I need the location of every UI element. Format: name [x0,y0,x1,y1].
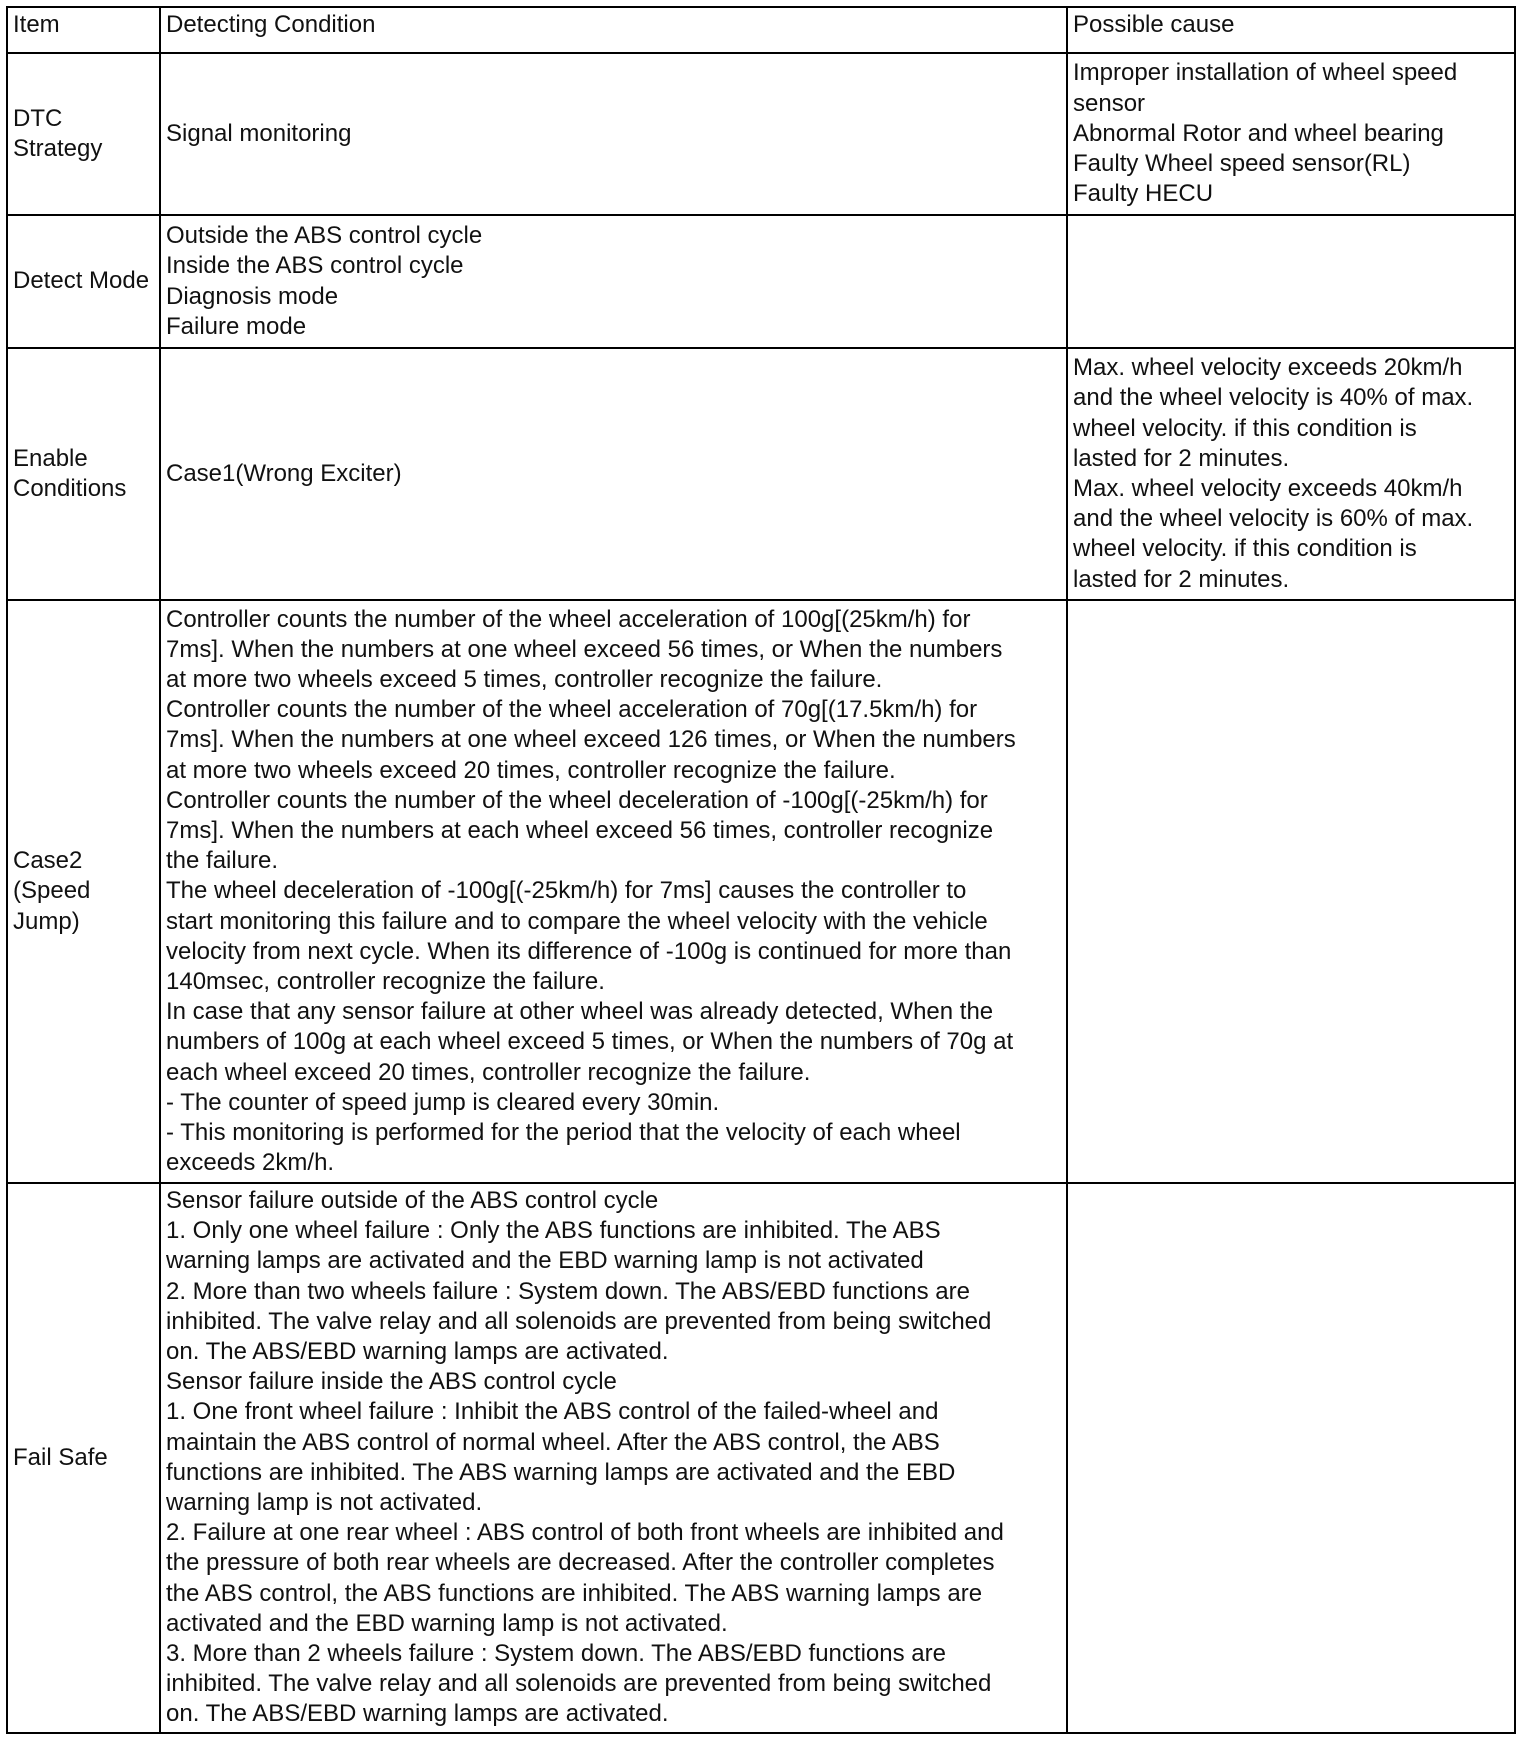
header-possible-cause: Possible cause [1067,7,1515,53]
cell-line: and the wheel velocity is 60% of max. [1073,505,1474,533]
cell-line: DTC [13,104,63,132]
row-dtc-strategy [7,53,1515,215]
cell-line: In case that any sensor failure at other wheel was already detected, When the [166,998,994,1026]
possible-cause-cell [1067,348,1515,600]
cell-line: at more two wheels exceed 20 times, controller recognize the failure. [166,756,896,784]
cell-line: Faulty Wheel speed sensor(RL) [1073,150,1411,178]
item-cell [7,1183,160,1733]
item-cell [7,53,160,215]
cell-line: warning lamps are activated and the EBD warning lamp is not activated [166,1247,924,1275]
cell-line: Signal monitoring [166,119,352,147]
cell-line: lasted for 2 minutes. [1073,444,1290,472]
cell-line: on. The ABS/EBD warning lamps are activated. [166,1338,669,1366]
detecting-condition-cell [160,215,1067,348]
cell-line: 7ms]. When the numbers at one wheel exceed 56 times, or When the numbers [166,635,1003,663]
cell-line: 7ms]. When the numbers at one wheel exceed 126 times, or When the numbers [166,726,1016,754]
cell-line: wheel velocity. if this condition is [1073,535,1417,563]
detecting-condition-cell [160,1183,1067,1733]
cell-line: 1. Only one wheel failure : Only the ABS functions are inhibited. The ABS [166,1217,941,1245]
cell-line: inhibited. The valve relay and all solenoids are prevented from being switched [166,1307,992,1335]
cell-line: functions are inhibited. The ABS warning lamps are activated and the EBD [166,1458,956,1486]
detecting-condition-cell [160,348,1067,600]
detecting-condition-cell [160,600,1067,1183]
cell-line: Case1(Wrong Exciter) [166,459,402,487]
cell-line: each wheel exceed 20 times, controller recognize the failure. [166,1058,811,1086]
cell-line: lasted for 2 minutes. [1073,565,1290,593]
cell-line: Max. wheel velocity exceeds 20km/h [1073,354,1463,382]
cell-line: Outside the ABS control cycle [166,222,483,250]
header-item: Item [7,7,160,53]
cell-line: Max. wheel velocity exceeds 40km/h [1073,475,1463,502]
cell-line: Abnormal Rotor and wheel bearing [1073,119,1444,147]
cell-line: Sensor failure inside the ABS control cycle [166,1368,617,1396]
possible-cause-cell [1067,1183,1515,1733]
cell-line: 140msec, controller recognize the failure. [166,968,605,995]
dtc-table [6,6,1516,1734]
cell-line: inhibited. The valve relay and all solenoids are prevented from being switched [166,1670,992,1698]
cell-line: the failure. [166,847,279,875]
row-case2-speed-jump [7,600,1515,1183]
cell-line: - The counter of speed jump is cleared every 30min. [166,1088,720,1116]
cell-line: Improper installation of wheel speed [1073,59,1458,87]
cell-line: Jump) [13,907,80,935]
cell-line: - This monitoring is performed for the period that the velocity of each wheel [166,1119,961,1147]
cell-line: velocity from next cycle. When its difference of -100g is continued for more than [166,937,1012,965]
cell-line: Enable [13,444,88,472]
row-enable-conditions [7,348,1515,600]
possible-cause-cell [1067,53,1515,215]
possible-cause-cell [1067,215,1515,348]
cell-line: Controller counts the number of the wheel acceleration of 70g[(17.5km/h) for [166,696,978,724]
item-cell [7,215,160,348]
cell-line: Case2 [13,847,83,875]
header-detecting-condition: Detecting Condition [160,7,1067,53]
cell-line: Diagnosis mode [166,282,339,310]
cell-line: Sensor failure outside of the ABS control cycle [166,1187,659,1214]
cell-line: Conditions [13,475,127,502]
cell-line: 3. More than 2 wheels failure : System down. The ABS/EBD functions are [166,1640,946,1668]
cell-line: start monitoring this failure and to compare the wheel velocity with the vehicle [166,907,988,935]
cell-line: 2. Failure at one rear wheel : ABS control of both front wheels are inhibited and [166,1519,1004,1547]
cell-line: Detect Mode [13,267,150,295]
cell-line: Fail Safe [13,1443,108,1471]
cell-line: activated and the EBD warning lamp is not activated. [166,1609,728,1637]
cell-line: the pressure of both rear wheels are decreased. After the controller completes [166,1549,995,1577]
cell-line: numbers of 100g at each wheel exceed 5 times, or When the numbers of 70g at [166,1028,1014,1056]
cell-line: 1. One front wheel failure : Inhibit the ABS control of the failed-wheel and [166,1398,939,1426]
item-cell [7,348,160,600]
cell-line: warning lamp is not activated. [166,1489,483,1517]
cell-line: Controller counts the number of the wheel deceleration of -100g[(-25km/h) for [166,786,988,814]
cell-line: 7ms]. When the numbers at each wheel exceed 56 times, controller recognize [166,816,994,844]
cell-line: Failure mode [166,312,307,340]
cell-line: Strategy [13,135,103,162]
cell-line: sensor [1073,89,1146,117]
cell-line: (Speed [13,877,91,905]
cell-line: The wheel deceleration of -100g[(-25km/h) for 7ms] causes the controller to [166,877,967,905]
cell-line: exceeds 2km/h. [166,1149,335,1177]
row-detect-mode [7,215,1515,348]
cell-line: wheel velocity. if this condition is [1073,414,1417,442]
possible-cause-cell [1067,600,1515,1183]
item-cell [7,600,160,1183]
cell-line: the ABS control, the ABS functions are inhibited. The ABS warning lamps are [166,1579,983,1607]
cell-line: Inside the ABS control cycle [166,252,464,280]
header-row [7,7,1515,53]
cell-line: Faulty HECU [1073,180,1214,208]
cell-line: and the wheel velocity is 40% of max. [1073,384,1474,412]
cell-line: at more two wheels exceed 5 times, controller recognize the failure. [166,665,883,693]
cell-line: on. The ABS/EBD warning lamps are activated. [166,1700,669,1728]
row-fail-safe [7,1183,1515,1733]
cell-line: 2. More than two wheels failure : System down. The ABS/EBD functions are [166,1277,970,1305]
cell-line: Controller counts the number of the wheel acceleration of 100g[(25km/h) for [166,605,971,633]
detecting-condition-cell [160,53,1067,215]
cell-line: maintain the ABS control of normal wheel. After the ABS control, the ABS [166,1428,940,1456]
